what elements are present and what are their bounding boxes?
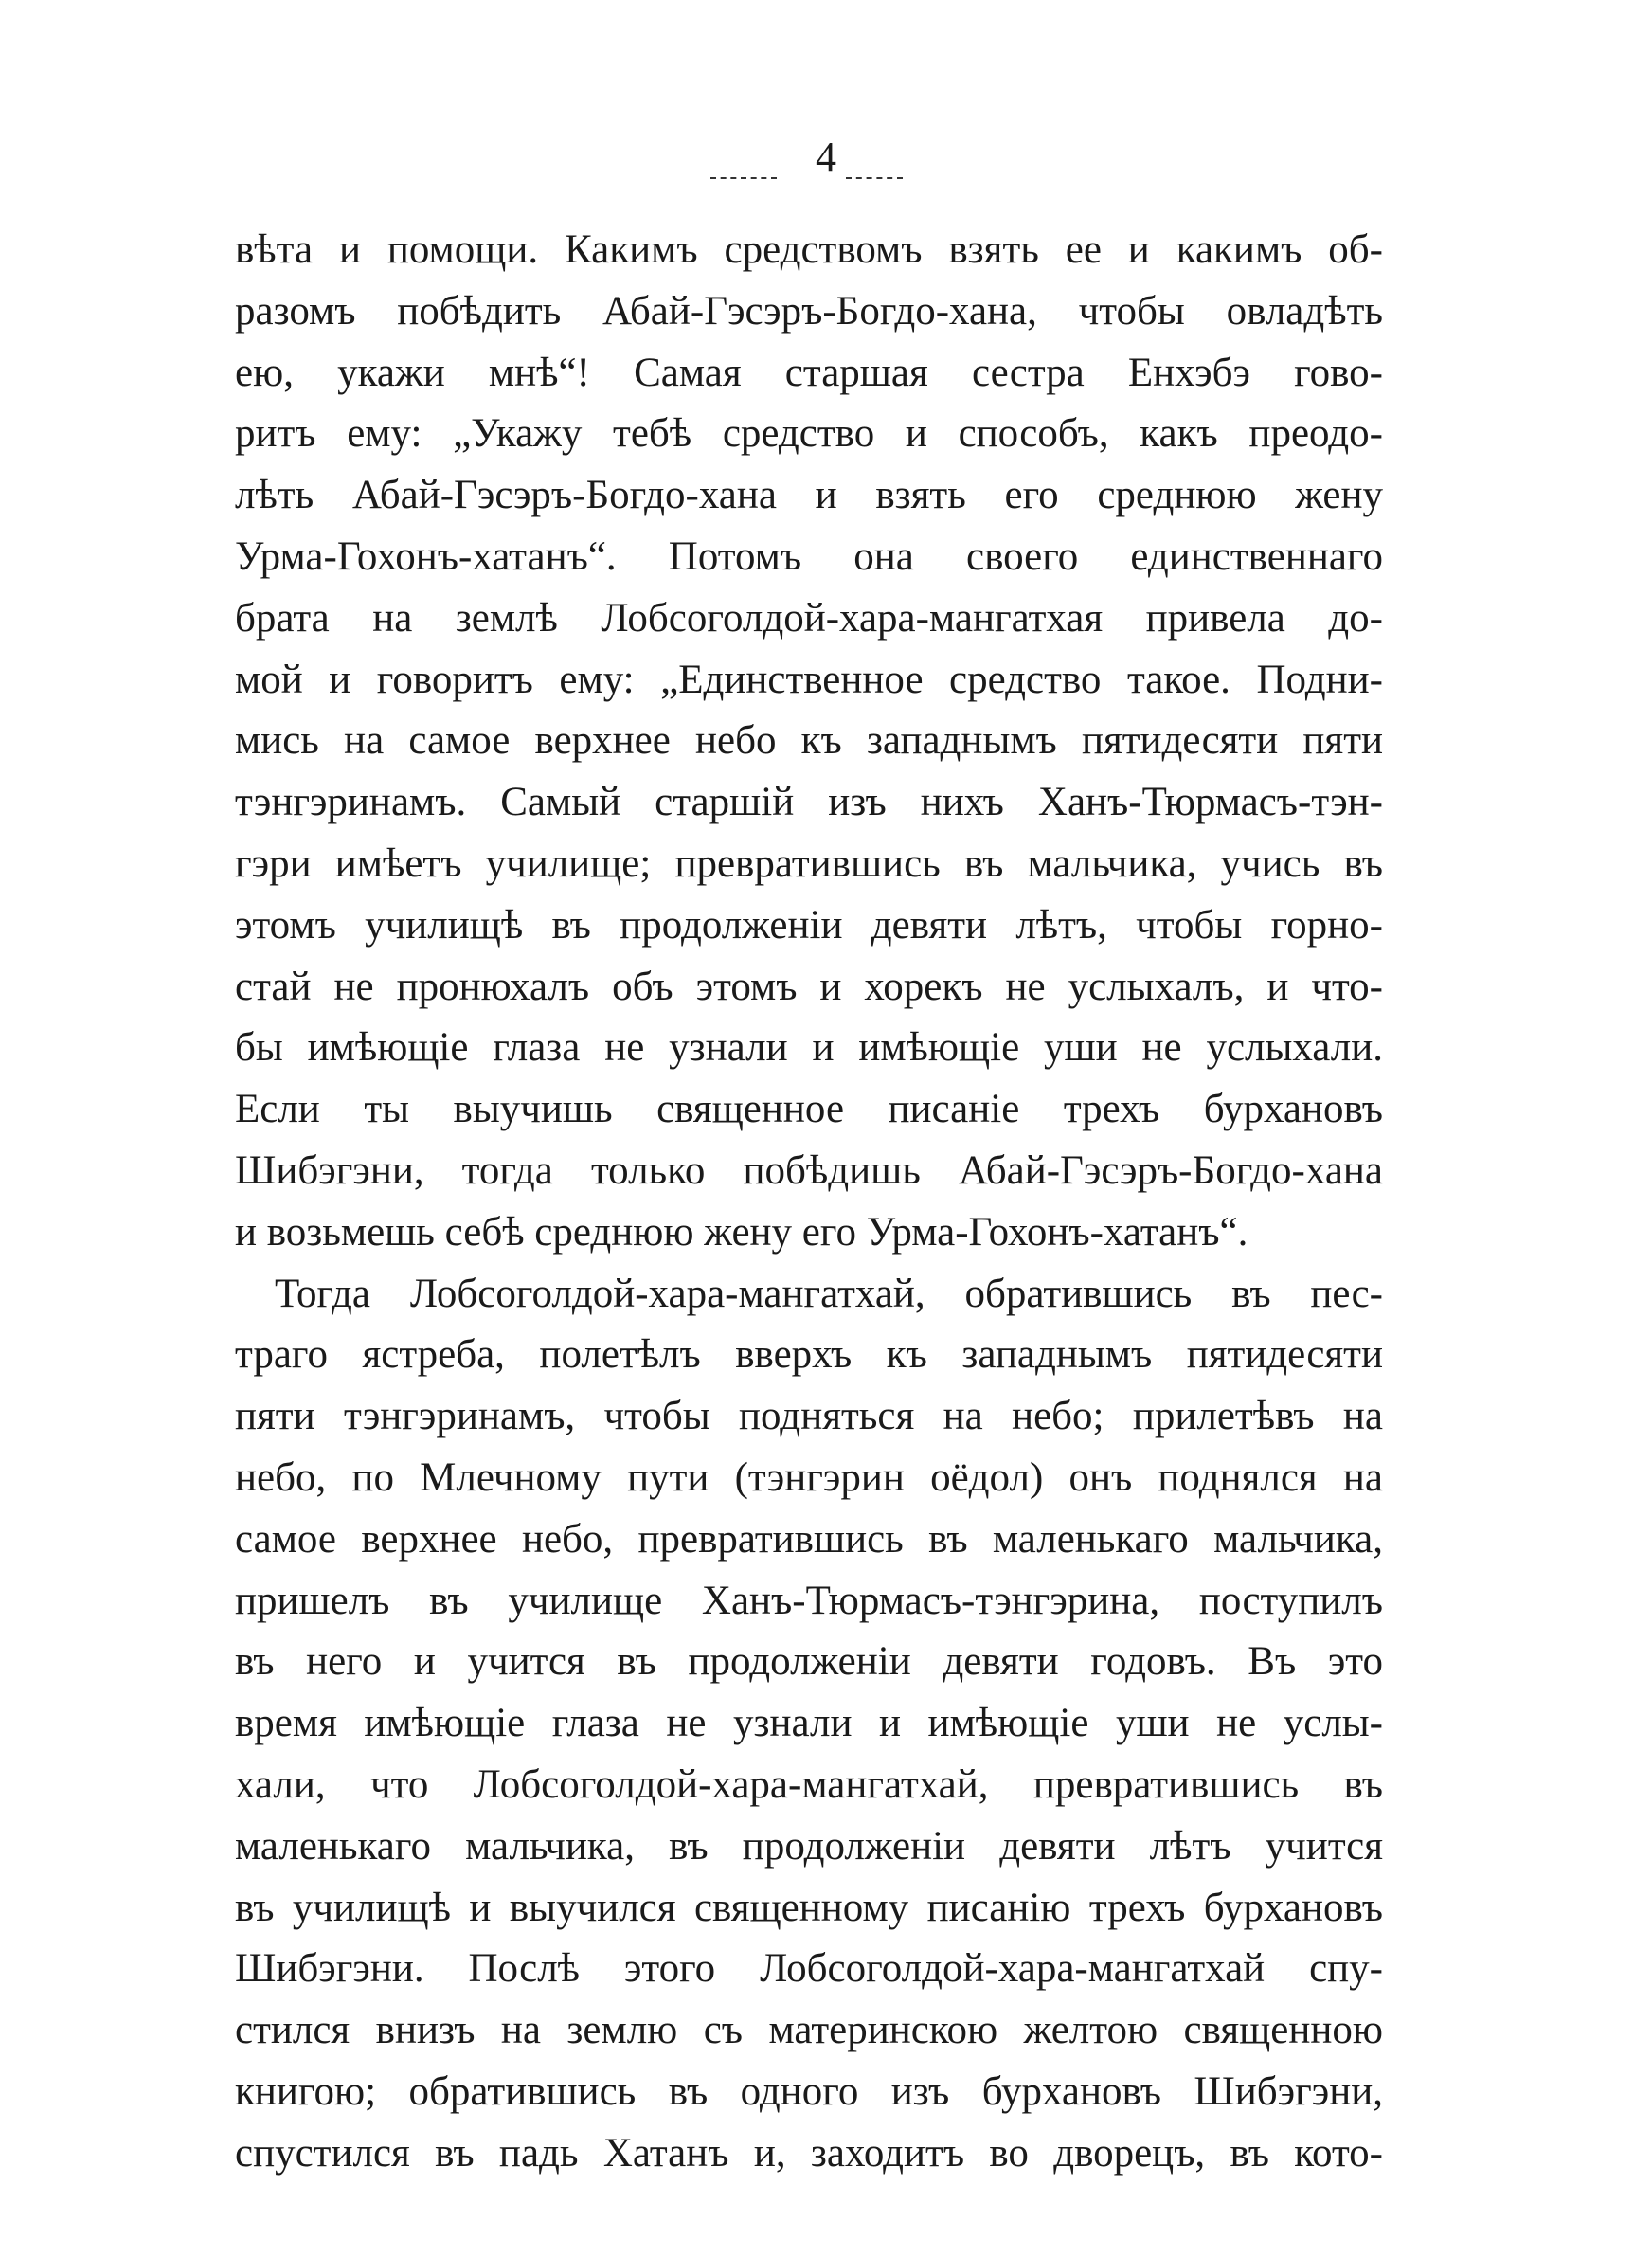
text-line: пяти тэнгэринамъ, чтобы подняться на небо; прилетѣвъ на (235, 1394, 1383, 1439)
text-line: разомъ побѣдить Абай-Гэсэръ-Богдо-хана, чтобы овладѣть (235, 288, 1383, 334)
text-line: стился внизъ на землю съ материнскою желтою священною (235, 2008, 1383, 2053)
text-line: время имѣющіе глаза не узнали и имѣющіе уши не услы- (235, 1701, 1383, 1746)
text-line: лѣть Абай-Гэсэръ-Богдо-хана и взять его среднюю жену (235, 473, 1383, 518)
text-line: брата на землѣ Лобсоголдой-хара-мангатхая привела до- (235, 595, 1383, 641)
text-line: тэнгэринамъ. Самый старшій изъ нихъ Ханъ-Тюрмасъ-тэн- (235, 780, 1383, 825)
text-line: мись на самое верхнее небо къ западнымъ пятидесяти пяти (235, 718, 1383, 764)
header-rule-left (710, 177, 777, 179)
body-text (235, 220, 1383, 2185)
text-line: бы имѣющіе глаза не узнали и имѣющіе уши не услыхали. (235, 1025, 1383, 1071)
header-rule-right (846, 177, 903, 179)
text-line: спустился въ падь Хатанъ и, заходитъ во дворецъ, въ кото- (235, 2130, 1383, 2176)
text-line: Если ты выучишь священное писаніе трехъ бурхановъ (235, 1087, 1383, 1132)
text-line: книгою; обратившись въ одного изъ бурхановъ Шибэгэни, (235, 2068, 1383, 2114)
text-line: траго ястреба, полетѣлъ вверхъ къ западнымъ пятидесяти (235, 1332, 1383, 1378)
text-line: самое верхнее небо, превратившись въ маленькаго мальчика, (235, 1516, 1383, 1562)
text-line: мой и говоритъ ему: „Единственное средство такое. Подни- (235, 657, 1383, 702)
text-line: въ него и учится въ продолженіи девяти годовъ. Въ это (235, 1639, 1383, 1685)
page-number: 4 (816, 134, 836, 180)
text-line: въ училищѣ и выучился священному писанію трехъ бурхановъ (235, 1885, 1383, 1930)
text-line-paragraph-start: Тогда Лобсоголдой-хара-мангатхай, обратившись въ пес- (275, 1271, 1383, 1316)
text-line: пришелъ въ училище Ханъ-Тюрмасъ-тэнгэрина, поступилъ (235, 1578, 1383, 1623)
text-line: гэри имѣетъ училище; превратившись въ мальчика, учись въ (235, 840, 1383, 886)
text-line: ею, укажи мнѣ“! Самая старшая сестра Енхэбэ гово- (235, 350, 1383, 395)
text-line: Урма-Гохонъ-хатанъ“. Потомъ она своего единственнаго (235, 533, 1383, 579)
text-line: этомъ училищѣ въ продолженіи девяти лѣтъ, чтобы горно- (235, 902, 1383, 948)
text-line: Шибэгэни, тогда только побѣдишь Абай-Гэсэръ-Богдо-хана (235, 1147, 1383, 1193)
text-line: ритъ ему: „Укажу тебѣ средство и способъ, какъ преодо- (235, 411, 1383, 457)
text-line: небо, по Млечному пути (тэнгэрин оёдол) онъ поднялся на (235, 1454, 1383, 1500)
text-line: маленькаго мальчика, въ продолженіи девяти лѣтъ учится (235, 1823, 1383, 1869)
text-line: и возьмешь себѣ среднюю жену его Урма-Гохонъ-хатанъ“. (235, 1209, 1248, 1255)
text-line: вѣта и помощи. Какимъ средствомъ взять ее и какимъ об- (235, 227, 1383, 272)
text-line: стай не пронюхалъ объ этомъ и хорекъ не услыхалъ, и что- (235, 964, 1383, 1009)
text-line: хали, что Лобсоголдой-хара-мангатхай, превратившись въ (235, 1761, 1383, 1807)
text-line: Шибэгэни. Послѣ этого Лобсоголдой-хара-мангатхай спу- (235, 1946, 1383, 1992)
page-header (0, 133, 1652, 182)
